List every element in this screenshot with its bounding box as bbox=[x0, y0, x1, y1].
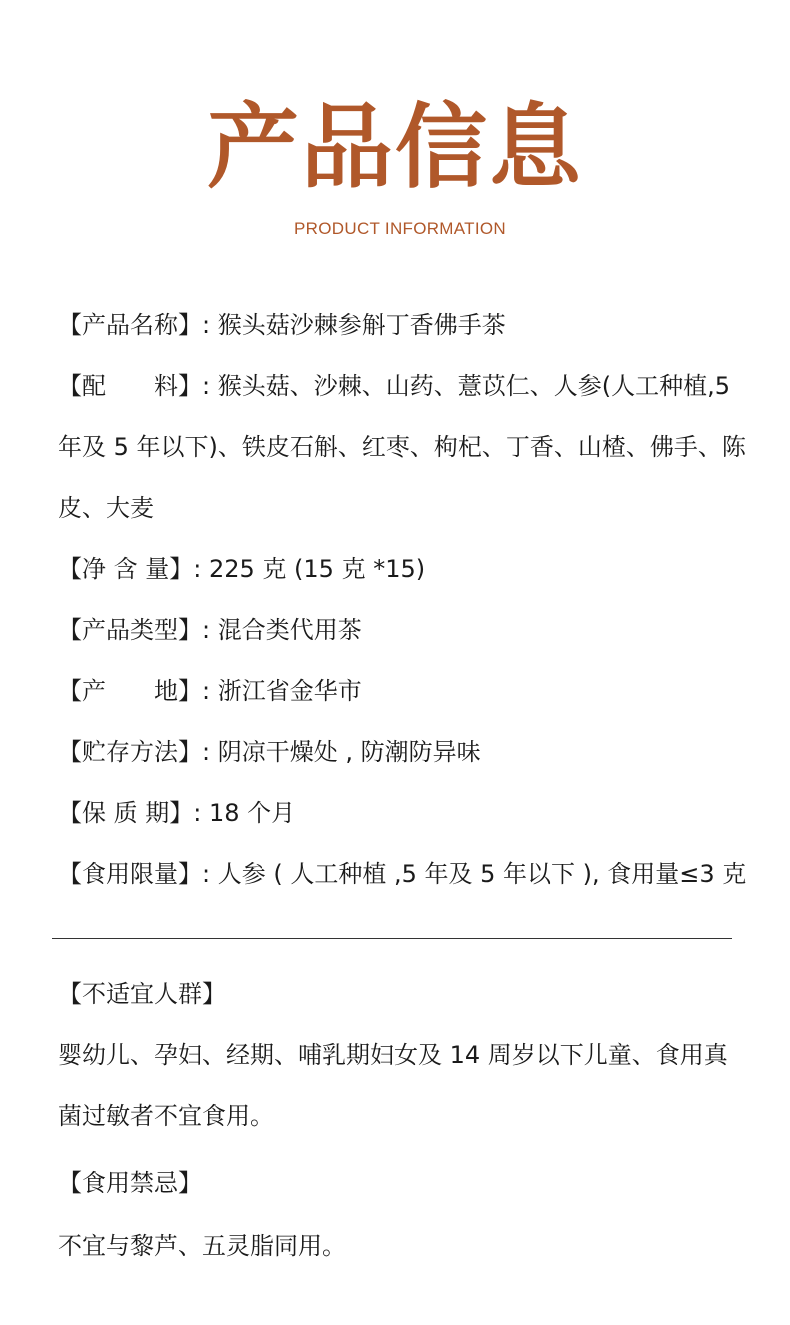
product-type-line: 【产品类型】: 混合类代用茶 bbox=[58, 616, 362, 644]
consumption-limit-line: 【食用限量】: 人参 ( 人工种植 ,5 年及 5 年以下 ), 食用量≤3 克 bbox=[58, 860, 747, 888]
taboo-heading: 【食用禁忌】 bbox=[58, 1169, 202, 1197]
taboo-line-1: 不宜与黎芦、五灵脂同用。 bbox=[58, 1232, 346, 1260]
ingredients-line-3: 皮、大麦 bbox=[58, 494, 154, 522]
storage-line: 【贮存方法】: 阴凉干燥处 , 防潮防异味 bbox=[58, 738, 481, 766]
unsuitable-heading: 【不适宜人群】 bbox=[58, 980, 226, 1008]
ingredients-line-2: 年及 5 年以下)、铁皮石斛、红枣、枸杞、丁香、山楂、佛手、陈 bbox=[58, 433, 746, 461]
page-subtitle: PRODUCT INFORMATION bbox=[294, 219, 506, 238]
shelf-life-line: 【保 质 期】: 18 个月 bbox=[58, 799, 296, 827]
origin-line: 【产 地】: 浙江省金华市 bbox=[58, 677, 362, 705]
product-name-line: 【产品名称】: 猴头菇沙棘参斛丁香佛手茶 bbox=[58, 311, 506, 339]
net-content-line: 【净 含 量】: 225 克 (15 克 *15) bbox=[58, 555, 426, 583]
unsuitable-line-2: 菌过敏者不宜食用。 bbox=[58, 1102, 274, 1130]
unsuitable-line-1: 婴幼儿、孕妇、经期、哺乳期妇女及 14 周岁以下儿童、食用真 bbox=[58, 1041, 728, 1069]
page-title: 产品信息 bbox=[206, 93, 583, 201]
ingredients-line-1: 【配 料】: 猴头菇、沙棘、山药、薏苡仁、人参(人工种植,5 bbox=[58, 372, 730, 400]
section-divider bbox=[52, 938, 732, 939]
